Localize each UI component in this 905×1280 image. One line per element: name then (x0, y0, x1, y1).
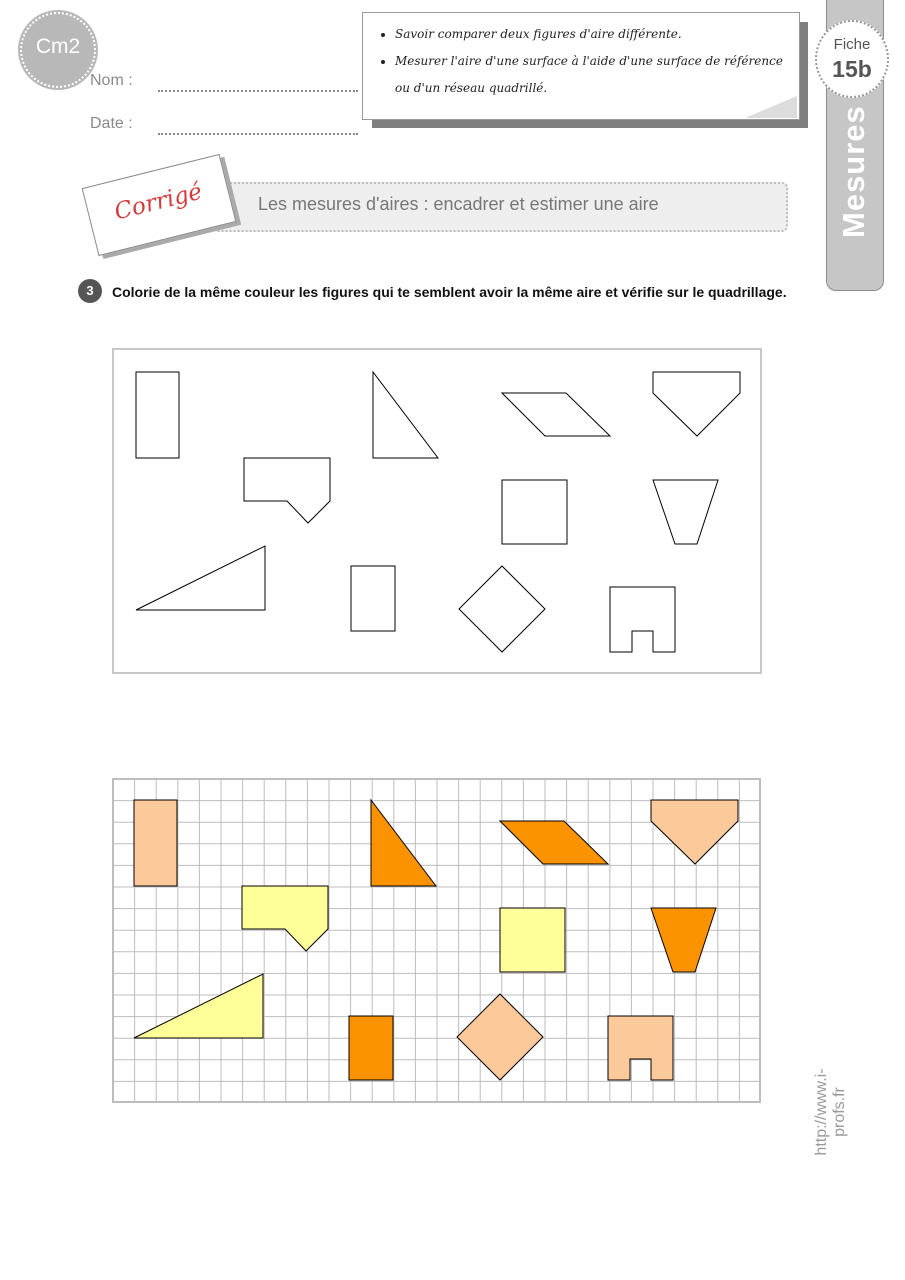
corrige-stamp (82, 154, 237, 256)
name-label: Nom : (90, 72, 133, 89)
colored-rectangle-tall[interactable] (134, 800, 177, 886)
figure-notched-rectangle[interactable] (244, 458, 330, 523)
title-banner (212, 182, 788, 232)
objective-item: • Savoir comparer deux figures d'aire différente. (395, 21, 799, 48)
subject-label: Mesures (836, 105, 871, 238)
date-line[interactable] (158, 119, 358, 135)
page-curl (745, 96, 797, 118)
fiche-number: 15b (832, 56, 872, 82)
page-title: Les mesures d'aires : encadrer et estimer une aire (258, 194, 659, 214)
fiche-label: Fiche (833, 36, 871, 53)
exercise-number: 3 (78, 279, 102, 303)
figure-square[interactable] (502, 480, 567, 544)
figure-diamond[interactable] (459, 566, 545, 652)
source-url: http://www.i-profs.fr (813, 1068, 848, 1156)
figure-arch-shape[interactable] (610, 587, 675, 652)
colored-square[interactable] (500, 908, 565, 972)
figures-box (112, 348, 762, 674)
level-badge (20, 12, 96, 88)
colored-small-rectangle[interactable] (349, 1016, 393, 1080)
grid-box (112, 778, 762, 1108)
figure-trapezoid[interactable] (653, 480, 718, 544)
figure-small-rectangle[interactable] (351, 566, 395, 631)
figure-parallelogram[interactable] (502, 393, 610, 436)
name-line[interactable] (158, 76, 358, 92)
level-badge-text: Cm2 (35, 35, 81, 58)
corrige-stamp-text: Corrigé (111, 178, 205, 226)
figures-outline-svg (114, 350, 760, 672)
figure-right-triangle[interactable] (373, 372, 438, 458)
figure-pentagon-arrow[interactable] (653, 372, 740, 436)
figure-long-triangle[interactable] (136, 546, 265, 610)
exercise-instruction: Colorie de la même couleur les figures qui te semblent avoir la même aire et vérifie sur le quadrillage. (112, 284, 787, 300)
objectives-list (363, 21, 799, 102)
date-label: Date : (90, 115, 133, 132)
objectives-card (362, 12, 800, 120)
figure-rectangle-tall[interactable] (136, 372, 179, 458)
grid-svg (112, 778, 762, 1104)
objective-item: • Mesurer l'aire d'une surface à l'aide d'une surface de référence ou d'un réseau quadrillé. (395, 48, 799, 102)
